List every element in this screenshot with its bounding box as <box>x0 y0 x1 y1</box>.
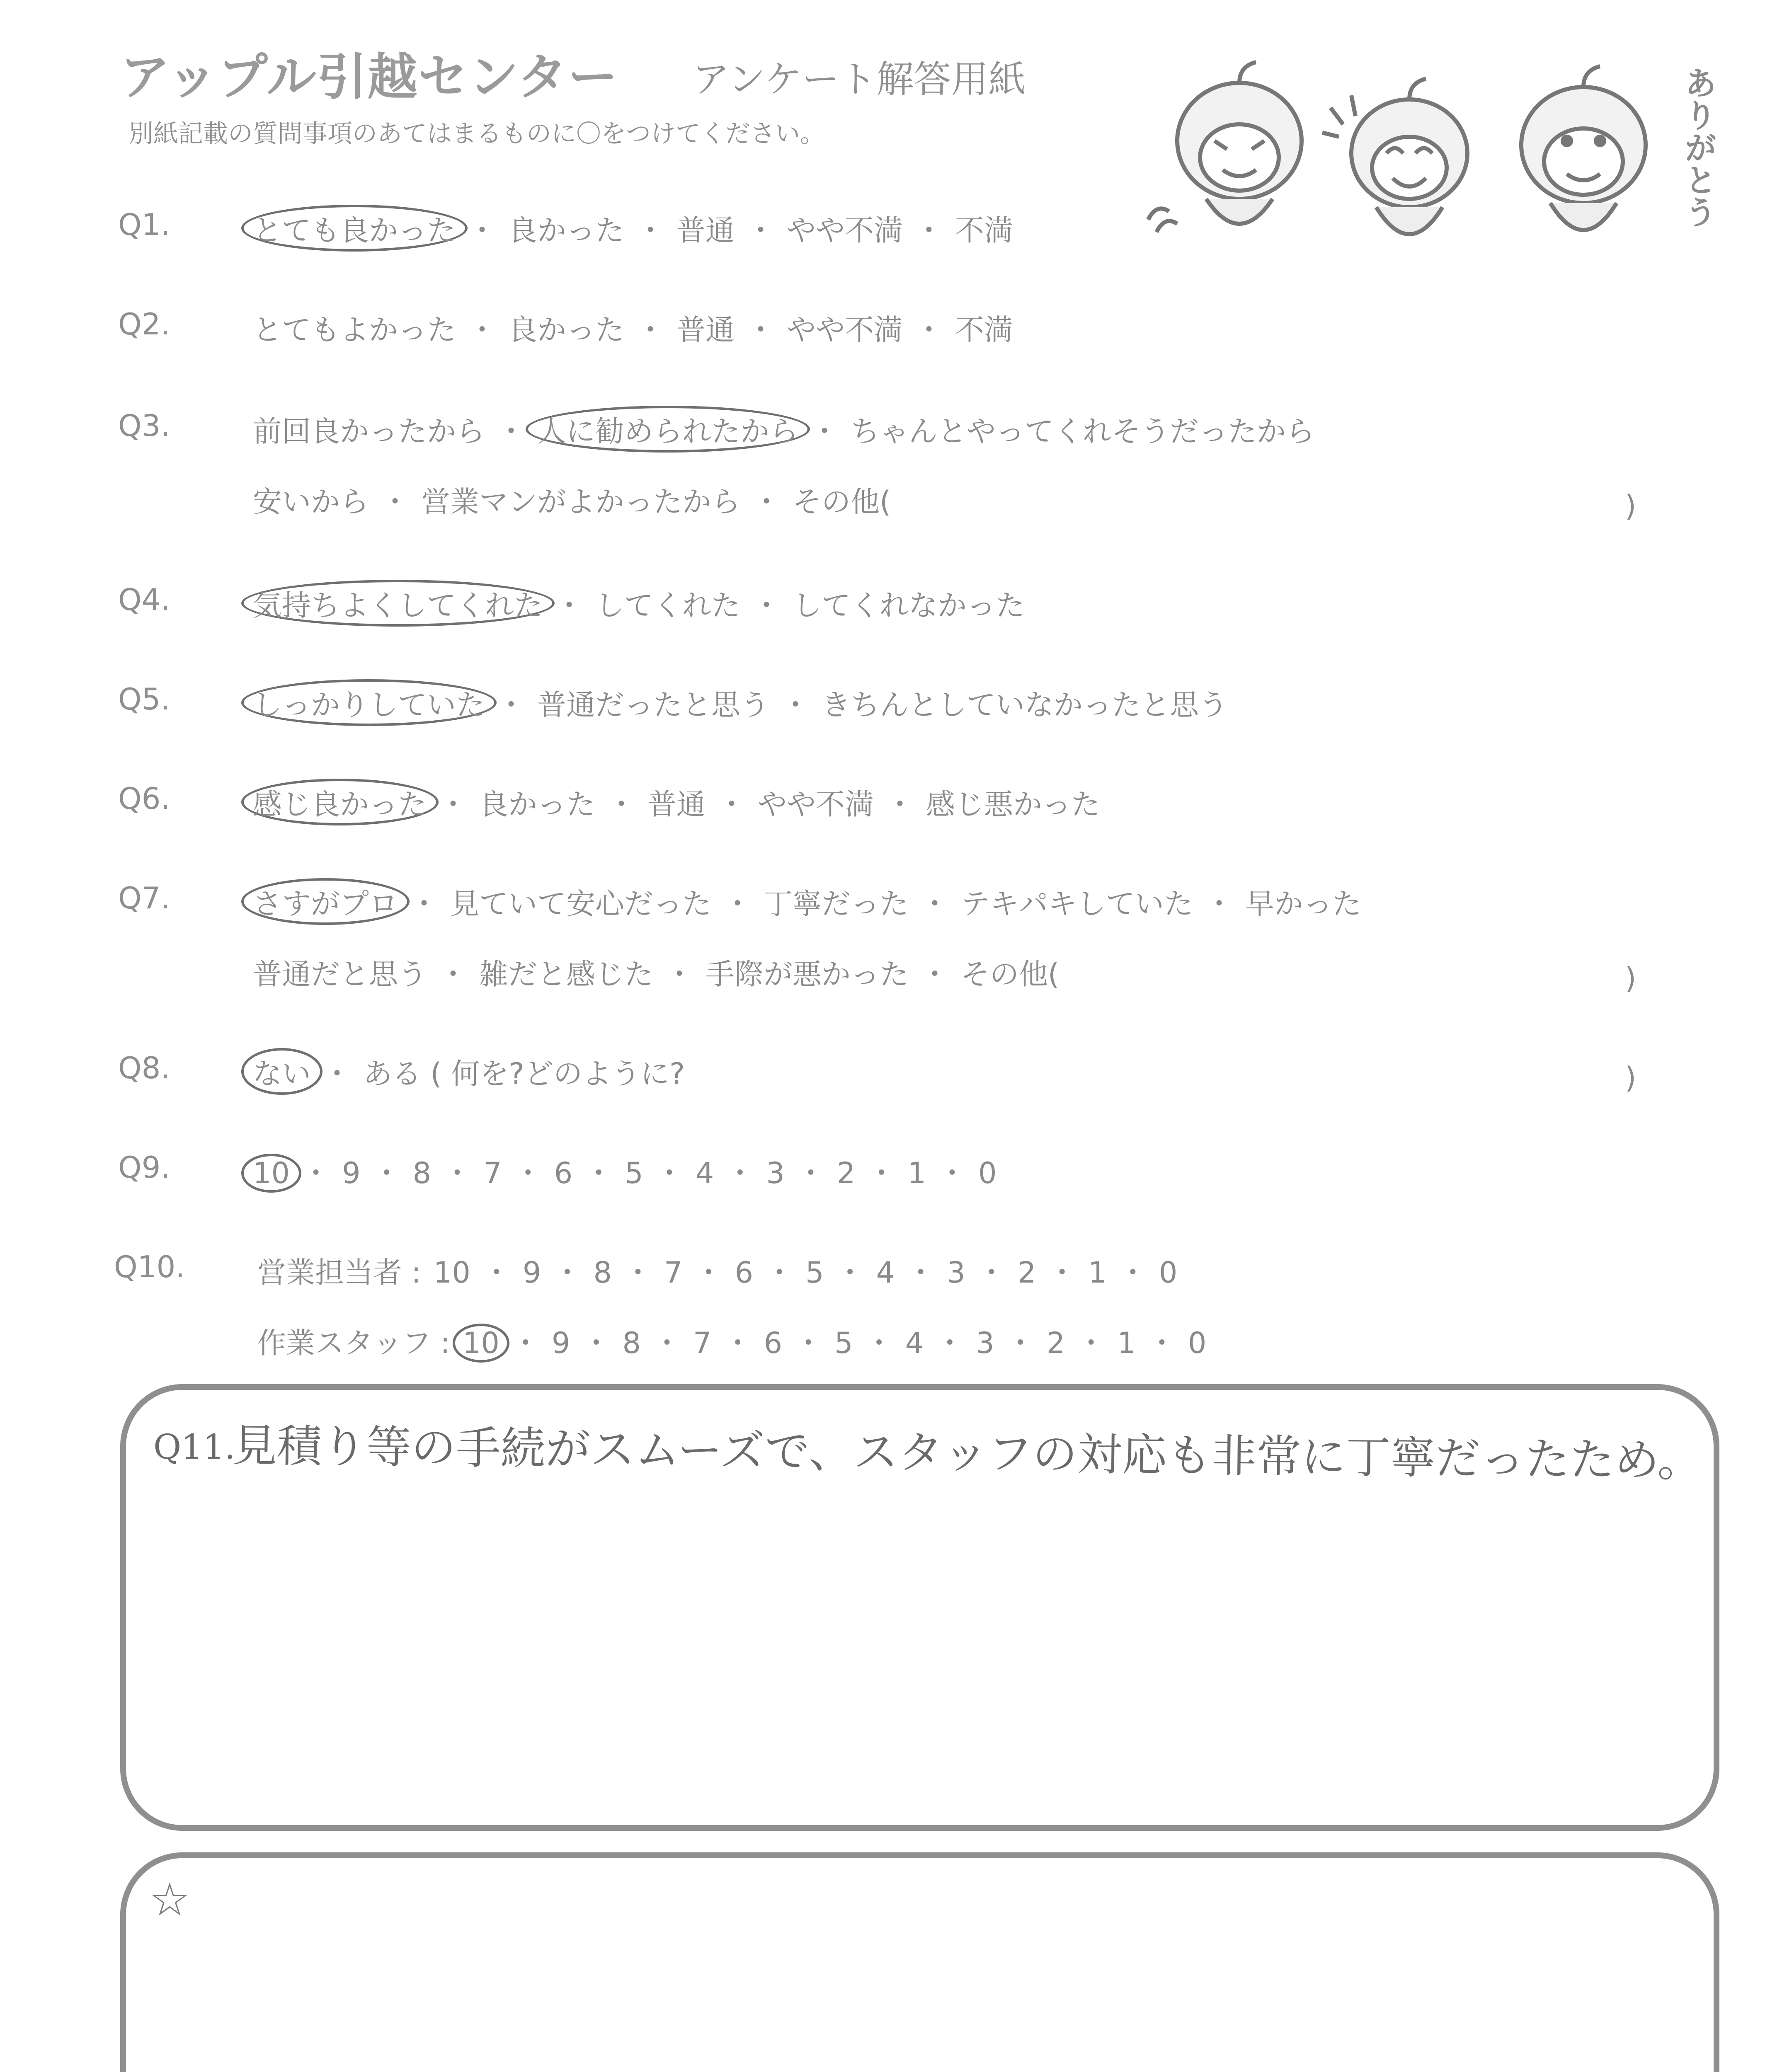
option-line <box>253 881 1361 922</box>
question-number: Q7. <box>118 881 170 915</box>
rating-option[interactable]: 8 <box>622 1326 641 1360</box>
question-number: Q9. <box>118 1150 170 1185</box>
separator: ・ <box>301 1156 331 1190</box>
answer-option[interactable]: さすがプロ <box>241 878 410 925</box>
separator: ・ <box>555 588 584 622</box>
answer-option[interactable]: 普通だと思う <box>253 957 427 991</box>
answer-option[interactable]: 良かった <box>479 787 595 821</box>
separator: ・ <box>482 1256 511 1290</box>
answer-option[interactable]: 9 <box>342 1156 361 1190</box>
rating-option[interactable]: 10 <box>453 1324 509 1363</box>
mascot-illustration <box>1144 58 1675 265</box>
separator: ・ <box>623 1256 653 1290</box>
option-line <box>253 781 1100 823</box>
answer-option[interactable]: 不満 <box>955 213 1013 247</box>
answer-option[interactable]: 普通 <box>676 213 735 247</box>
monkey-laughing-icon <box>1322 79 1467 234</box>
answer-option[interactable]: 人に勧められたから <box>526 406 810 453</box>
answer-option[interactable]: ちゃんとやってくれそうだったから <box>851 414 1315 448</box>
answer-option[interactable]: 普通 <box>676 313 735 347</box>
separator: ・ <box>636 313 665 347</box>
answer-option[interactable]: テキパキしていた <box>961 887 1193 921</box>
answer-option[interactable]: 良かった <box>508 213 624 247</box>
separator: ・ <box>935 1326 965 1360</box>
separator: ・ <box>746 313 775 347</box>
option-line <box>253 408 1315 450</box>
separator: ・ <box>723 1326 752 1360</box>
star-icon: ☆ <box>149 1873 190 1926</box>
monkey-bowing-icon <box>1521 66 1646 230</box>
rating-option[interactable]: 3 <box>976 1326 994 1360</box>
rating-option[interactable]: 3 <box>947 1256 965 1290</box>
answer-option[interactable]: 0 <box>978 1156 997 1190</box>
brand-title: アップル引越センター <box>120 48 618 106</box>
separator: ・ <box>938 1156 967 1190</box>
monkey-shy-icon <box>1148 62 1302 232</box>
rating-label: 営業担当者 : <box>257 1256 421 1290</box>
separator: ・ <box>511 1326 540 1360</box>
separator: ・ <box>977 1256 1006 1290</box>
answer-option[interactable]: 感じ悪かった <box>926 787 1100 821</box>
separator: ・ <box>439 957 468 991</box>
close-paren: ) <box>1625 1061 1637 1095</box>
separator: ・ <box>752 485 781 519</box>
separator: ・ <box>381 485 410 519</box>
separator: ・ <box>796 1156 825 1190</box>
q11-label: Q11. <box>153 1428 235 1467</box>
free-comment-box[interactable] <box>120 1852 1719 2072</box>
question-number: Q10. <box>114 1249 185 1284</box>
separator: ・ <box>584 1156 613 1190</box>
separator: ・ <box>717 787 746 821</box>
rating-option[interactable]: 5 <box>805 1256 824 1290</box>
option-line <box>253 1051 685 1092</box>
separator: ・ <box>1006 1326 1035 1360</box>
option-line <box>253 951 1059 993</box>
answer-option[interactable]: 5 <box>625 1156 643 1190</box>
answer-option[interactable]: しっかりしていた <box>241 679 497 726</box>
answer-option[interactable]: 営業マンがよかったから <box>421 485 740 519</box>
thanks-text: ありがとう <box>1679 66 1717 228</box>
rating-option[interactable]: 0 <box>1159 1256 1178 1290</box>
separator: ・ <box>443 1156 472 1190</box>
separator: ・ <box>372 1156 401 1190</box>
separator: ・ <box>497 688 526 722</box>
separator: ・ <box>864 1326 894 1360</box>
answer-option[interactable]: 8 <box>412 1156 432 1190</box>
rating-option[interactable]: 6 <box>764 1326 783 1360</box>
question-number: Q5. <box>118 682 170 716</box>
answer-option[interactable]: ない <box>241 1048 322 1095</box>
answer-option[interactable]: きちんとしていなかったと思う <box>822 688 1228 722</box>
rating-option[interactable]: 2 <box>1017 1256 1036 1290</box>
separator: ・ <box>694 1256 723 1290</box>
separator: ・ <box>410 887 439 921</box>
separator: ・ <box>914 213 943 247</box>
q11-answer-text: 見積り等の手続がスムーズで、スタッフの対応も非常に丁寧だったため。 <box>232 1420 1703 1487</box>
rating-option[interactable]: 0 <box>1188 1326 1207 1360</box>
form-title: アンケート解答用紙 <box>692 58 1026 101</box>
separator: ・ <box>665 957 694 991</box>
answer-option[interactable]: 不満 <box>955 313 1013 347</box>
rating-row <box>257 1320 1206 1362</box>
answer-option[interactable]: 良かった <box>508 313 624 347</box>
answer-option[interactable]: その他( <box>961 957 1060 991</box>
answer-option[interactable]: 普通だったと思う <box>537 688 769 722</box>
option-line <box>253 479 891 520</box>
rating-option[interactable]: 1 <box>1117 1326 1136 1360</box>
separator: ・ <box>439 787 468 821</box>
close-paren: ) <box>1625 961 1637 995</box>
separator: ・ <box>636 213 665 247</box>
separator: ・ <box>906 1256 936 1290</box>
separator: ・ <box>794 1326 823 1360</box>
separator: ・ <box>553 1256 582 1290</box>
question-number: Q3. <box>118 408 170 443</box>
option-line <box>253 682 1228 724</box>
separator: ・ <box>746 213 775 247</box>
answer-option[interactable]: 前回良かったから <box>253 414 485 448</box>
answer-option[interactable]: 1 <box>907 1156 926 1190</box>
answer-option[interactable]: 早かった <box>1245 887 1361 921</box>
separator: ・ <box>655 1156 684 1190</box>
rating-option[interactable]: 10 <box>433 1256 470 1290</box>
question-number: Q6. <box>118 781 170 816</box>
separator: ・ <box>765 1256 794 1290</box>
question-number: Q8. <box>118 1051 170 1085</box>
answer-option[interactable]: 丁寧だった <box>764 887 909 921</box>
answer-option[interactable]: 普通 <box>647 787 706 821</box>
separator: ・ <box>1076 1326 1106 1360</box>
rating-option[interactable]: 2 <box>1046 1326 1065 1360</box>
separator: ・ <box>468 313 497 347</box>
separator: ・ <box>1047 1256 1077 1290</box>
rating-option[interactable]: 8 <box>593 1256 612 1290</box>
rating-option[interactable]: 6 <box>735 1256 754 1290</box>
separator: ・ <box>322 1057 352 1091</box>
separator: ・ <box>920 887 949 921</box>
separator: ・ <box>867 1156 896 1190</box>
separator: ・ <box>652 1326 682 1360</box>
rating-option[interactable]: 4 <box>905 1326 924 1360</box>
answer-option[interactable]: やや不満 <box>758 787 874 821</box>
answer-option[interactable]: その他( <box>793 485 891 519</box>
separator: ・ <box>513 1156 543 1190</box>
answer-option[interactable]: とても良かった <box>241 205 468 252</box>
separator: ・ <box>835 1256 865 1290</box>
answer-option[interactable]: 見ていて安心だった <box>450 887 711 921</box>
answer-option[interactable]: とてもよかった <box>253 313 456 347</box>
separator: ・ <box>497 414 526 448</box>
separator: ・ <box>723 887 752 921</box>
separator: ・ <box>1118 1256 1147 1290</box>
separator: ・ <box>810 414 839 448</box>
rating-option[interactable]: 9 <box>522 1256 541 1290</box>
rating-option[interactable]: 4 <box>876 1256 895 1290</box>
separator: ・ <box>1147 1326 1176 1360</box>
rating-option[interactable]: 9 <box>551 1326 570 1360</box>
answer-option[interactable]: 3 <box>766 1156 785 1190</box>
answer-option[interactable]: 感じ良かった <box>241 779 439 825</box>
answer-option[interactable]: 2 <box>836 1156 856 1190</box>
answer-option[interactable]: 雑だと感じた <box>479 957 653 991</box>
answer-option[interactable]: してくれなかった <box>793 588 1025 622</box>
answer-option[interactable]: 安いから <box>253 485 369 519</box>
separator: ・ <box>725 1156 755 1190</box>
question-number: Q2. <box>118 307 170 341</box>
separator: ・ <box>582 1326 611 1360</box>
answer-option[interactable]: ある ( 何を?どのように? <box>363 1057 685 1091</box>
instruction-text: 別紙記載の質問事項のあてはまるものに〇をつけてください。 <box>128 119 825 148</box>
option-line <box>253 207 1013 249</box>
separator: ・ <box>607 787 636 821</box>
answer-option[interactable]: 手際が悪かった <box>706 957 909 991</box>
option-line <box>253 582 1025 624</box>
option-line <box>253 1150 997 1192</box>
rating-row <box>257 1249 1177 1291</box>
separator: ・ <box>920 957 949 991</box>
option-line <box>253 307 1013 349</box>
answer-option[interactable]: してくれた <box>595 588 740 622</box>
answer-option[interactable]: やや不満 <box>787 213 903 247</box>
answer-option[interactable]: 6 <box>554 1156 573 1190</box>
separator: ・ <box>752 588 781 622</box>
answer-option[interactable]: 10 <box>241 1154 301 1193</box>
separator: ・ <box>468 213 497 247</box>
rating-option[interactable]: 7 <box>693 1326 712 1360</box>
separator: ・ <box>1205 887 1234 921</box>
answer-option[interactable]: 4 <box>695 1156 714 1190</box>
rating-option[interactable]: 7 <box>664 1256 683 1290</box>
separator: ・ <box>914 313 943 347</box>
rating-label: 作業スタッフ : <box>257 1326 450 1360</box>
rating-option[interactable]: 1 <box>1088 1256 1107 1290</box>
answer-option[interactable]: 気持ちよくしてくれた <box>241 580 555 627</box>
separator: ・ <box>781 688 810 722</box>
answer-option[interactable]: やや不満 <box>787 313 903 347</box>
question-number: Q4. <box>118 582 170 617</box>
separator: ・ <box>885 787 914 821</box>
question-number: Q1. <box>118 207 170 242</box>
rating-option[interactable]: 5 <box>834 1326 853 1360</box>
answer-option[interactable]: 7 <box>483 1156 502 1190</box>
close-paren: ) <box>1625 489 1637 523</box>
